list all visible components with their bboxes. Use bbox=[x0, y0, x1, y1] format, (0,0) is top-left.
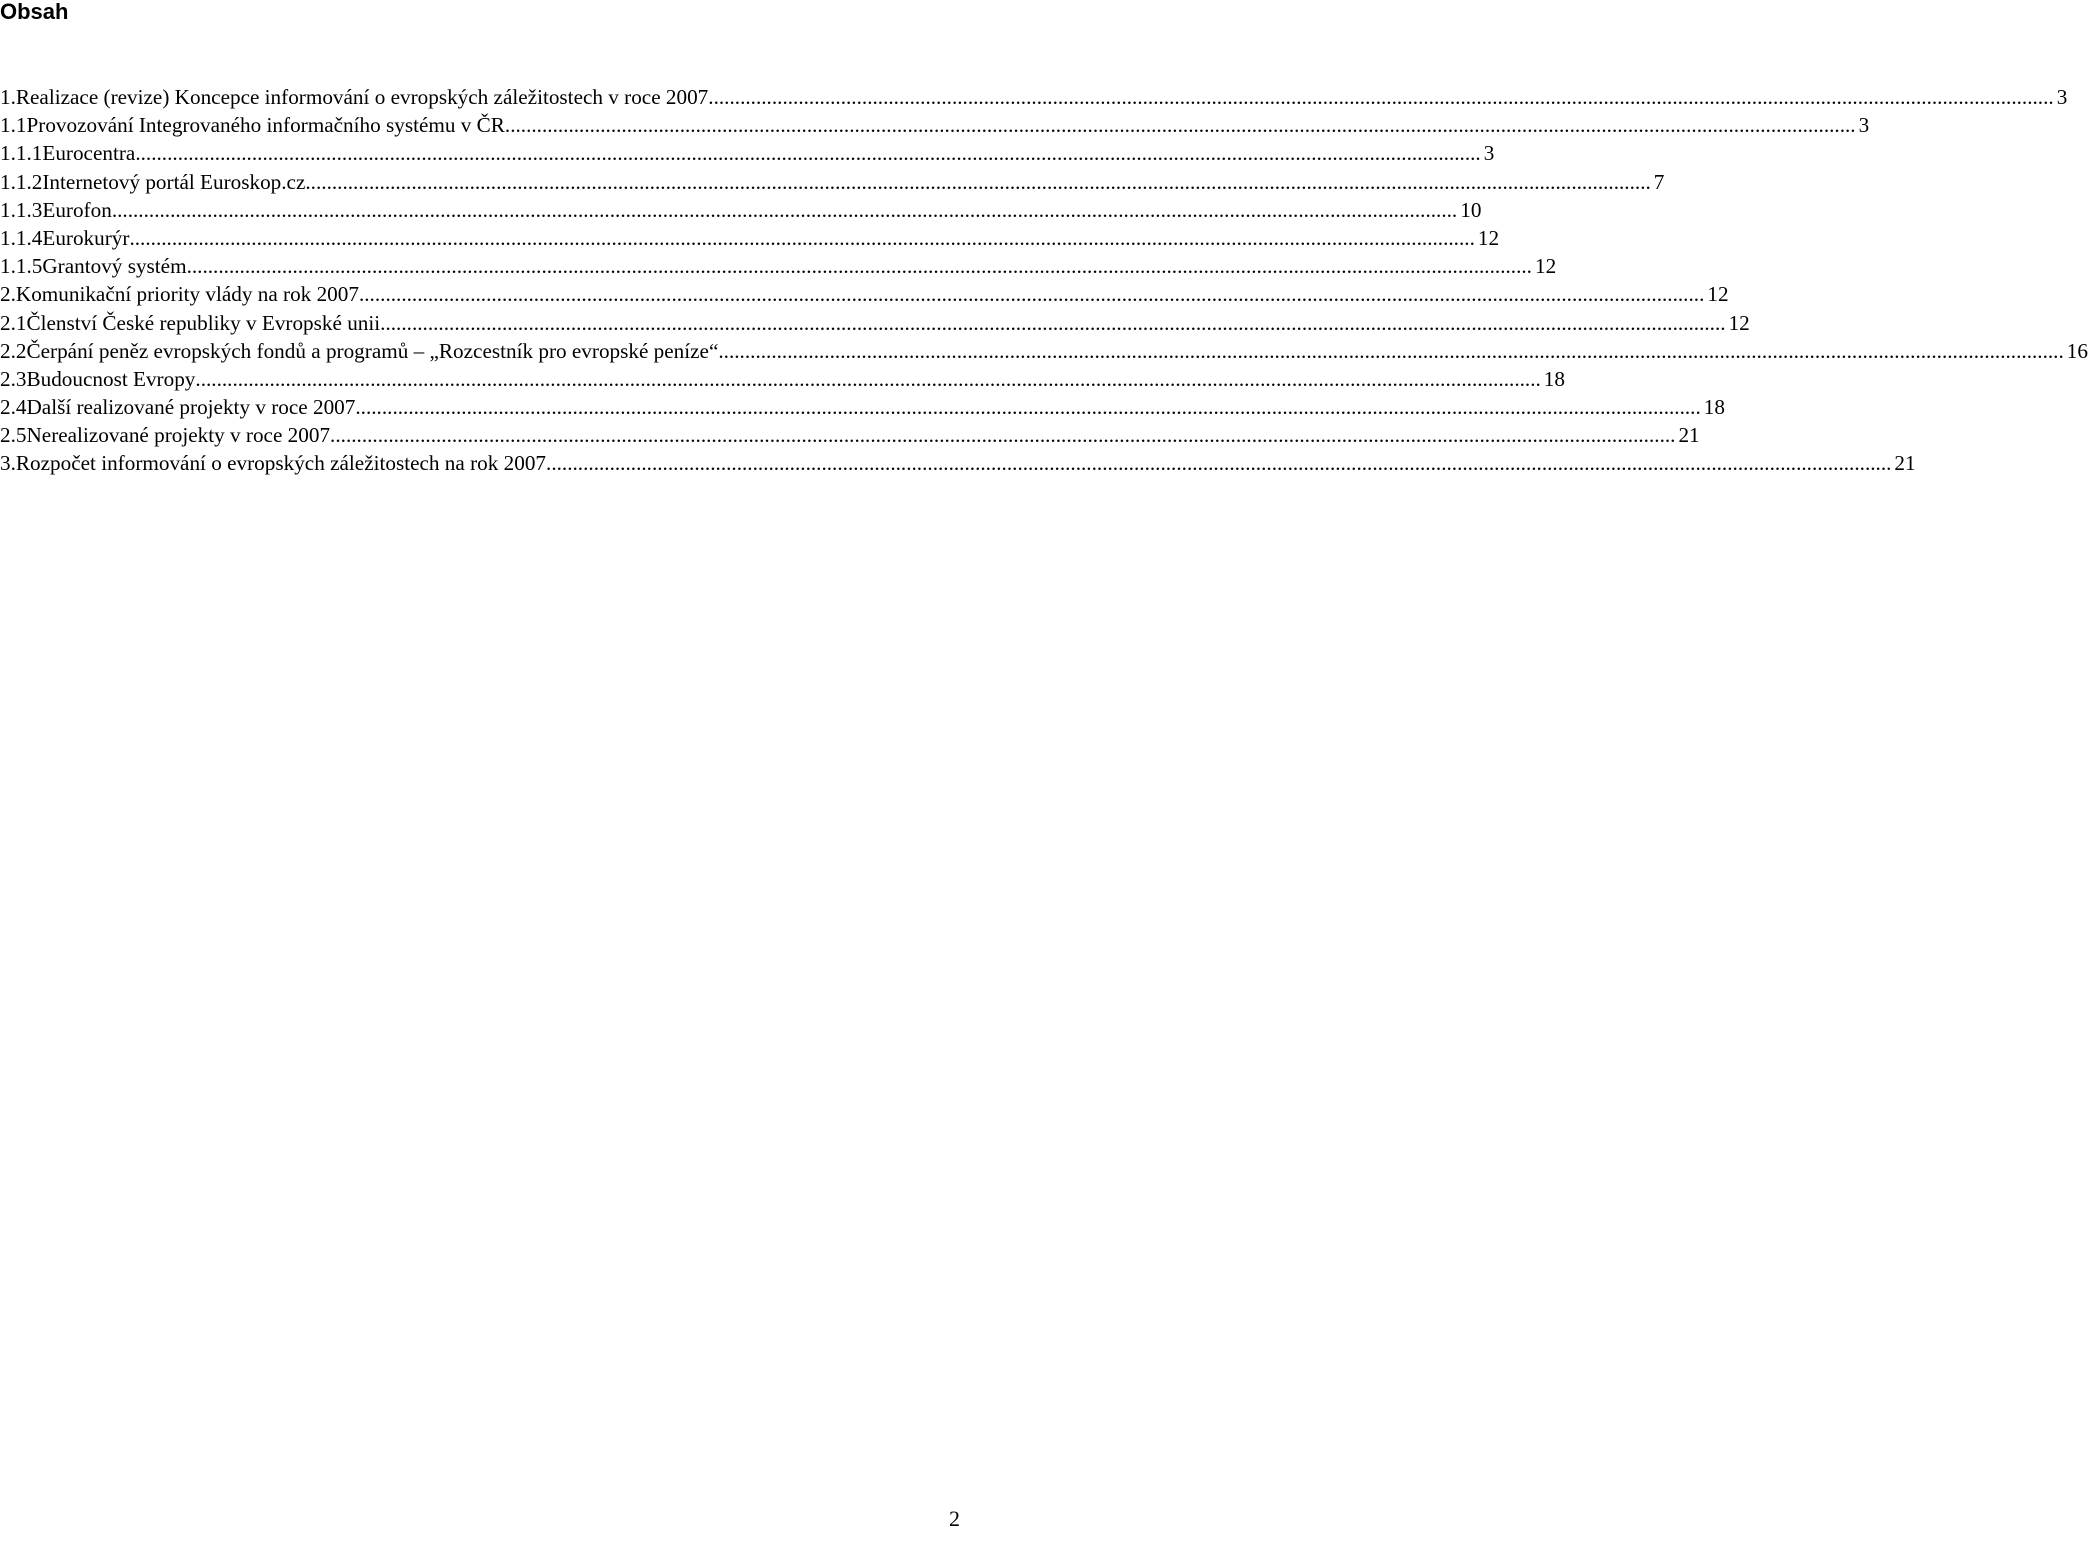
toc-entry-number: 1.1 bbox=[0, 113, 27, 138]
toc-entry-number: 1. bbox=[0, 85, 16, 109]
toc-entry-page: 18 bbox=[1703, 395, 1725, 420]
toc-entry[interactable] bbox=[0, 366, 1565, 394]
toc-dot-leader bbox=[708, 84, 2053, 110]
toc-entry-title: Eurokurýr bbox=[42, 225, 130, 250]
toc-entry-number: 2.3 bbox=[0, 366, 27, 391]
toc-entry-page: 3 bbox=[2056, 85, 2068, 109]
toc-entry-number: 1.1.2 bbox=[0, 169, 43, 194]
toc-entry-title: Realizace (revize) Koncepce informování o evropských záležitostech v roce 2007 bbox=[15, 85, 709, 109]
toc-entry-page: 10 bbox=[1460, 197, 1482, 222]
toc-entry[interactable] bbox=[0, 169, 1665, 197]
toc-entry-title: Budoucnost Evropy bbox=[26, 366, 196, 391]
toc-dot-leader bbox=[305, 169, 1650, 195]
toc-entry-page: 7 bbox=[1653, 169, 1665, 194]
toc-entry[interactable] bbox=[0, 281, 1729, 309]
toc-entry[interactable] bbox=[0, 140, 1495, 168]
toc-dot-leader bbox=[195, 366, 1540, 392]
toc-entry[interactable] bbox=[0, 338, 2088, 366]
toc-entry-title: Komunikační priority vlády na rok 2007 bbox=[15, 282, 359, 307]
toc-entry-title: Grantový systém bbox=[42, 254, 187, 279]
toc-entry-title: Členství České republiky v Evropské unii bbox=[26, 310, 381, 335]
toc-entry-page: 16 bbox=[2066, 338, 2088, 363]
toc-entry-page: 12 bbox=[1707, 282, 1729, 307]
toc-entry-title: Čerpání peněz evropských fondů a programů – „Rozcestník pro evropské peníze“ bbox=[26, 338, 719, 363]
toc-dot-leader bbox=[187, 253, 1532, 279]
toc-entry[interactable] bbox=[0, 394, 1725, 422]
toc-dot-leader bbox=[355, 394, 1700, 420]
toc-entry-page: 21 bbox=[1678, 423, 1700, 448]
toc-entry-title: Rozpočet informování o evropských záležitostech na rok 2007 bbox=[15, 451, 547, 476]
toc-entry-title: Nerealizované projekty v roce 2007 bbox=[26, 423, 331, 448]
toc-entry[interactable] bbox=[0, 422, 1700, 450]
toc-entry-number: 1.1.4 bbox=[0, 225, 43, 250]
toc-entry-title: Další realizované projekty v roce 2007 bbox=[26, 395, 356, 420]
toc-dot-leader bbox=[330, 422, 1675, 448]
toc-entry[interactable] bbox=[0, 84, 2068, 112]
toc-entry-number: 2. bbox=[0, 282, 16, 307]
toc-dot-leader bbox=[718, 338, 2063, 364]
toc-entry[interactable] bbox=[0, 197, 1482, 225]
toc-dot-leader bbox=[135, 140, 1480, 166]
toc-entry[interactable] bbox=[0, 450, 1916, 478]
toc-entry-number: 2.1 bbox=[0, 310, 27, 335]
page-number: 2 bbox=[949, 1506, 960, 1531]
toc-entry[interactable] bbox=[0, 225, 1500, 253]
toc-entry-number: 2.2 bbox=[0, 338, 27, 363]
toc-entry-page: 3 bbox=[1858, 113, 1870, 138]
toc-entry-number: 1.1.5 bbox=[0, 254, 43, 279]
toc-dot-leader bbox=[380, 310, 1725, 336]
toc-entry[interactable] bbox=[0, 112, 1870, 140]
toc-entry[interactable] bbox=[0, 310, 1750, 338]
toc-dot-leader bbox=[112, 197, 1457, 223]
toc-dot-leader bbox=[129, 225, 1474, 251]
toc-entry-title: Eurofon bbox=[42, 197, 112, 222]
toc-entry-page: 12 bbox=[1477, 225, 1500, 250]
toc-entry-number: 2.4 bbox=[0, 395, 27, 420]
table-of-contents bbox=[0, 84, 2088, 479]
toc-entry[interactable] bbox=[0, 253, 1557, 281]
toc-entry-page: 3 bbox=[1483, 141, 1495, 166]
toc-entry-number: 3. bbox=[0, 451, 16, 476]
toc-entry-number: 1.1.1 bbox=[0, 141, 43, 166]
toc-entry-page: 21 bbox=[1894, 451, 1916, 476]
toc-entry-title: Internetový portál Euroskop.cz bbox=[42, 169, 306, 194]
toc-entry-page: 18 bbox=[1543, 366, 1565, 391]
toc-dot-leader bbox=[510, 112, 1855, 138]
toc-entry-page: 12 bbox=[1534, 254, 1557, 279]
toc-entry-number: 2.5 bbox=[0, 423, 27, 448]
toc-entry-number: 1.1.3 bbox=[0, 197, 43, 222]
toc-dot-leader bbox=[546, 450, 1891, 476]
page-title: Obsah bbox=[0, 0, 69, 24]
toc-entry-title: Eurocentra bbox=[42, 141, 136, 166]
toc-entry-page: 12 bbox=[1728, 310, 1750, 335]
toc-dot-leader bbox=[359, 281, 1704, 307]
toc-entry-title: Provozování Integrovaného informačního systému v ČR. bbox=[26, 113, 511, 138]
